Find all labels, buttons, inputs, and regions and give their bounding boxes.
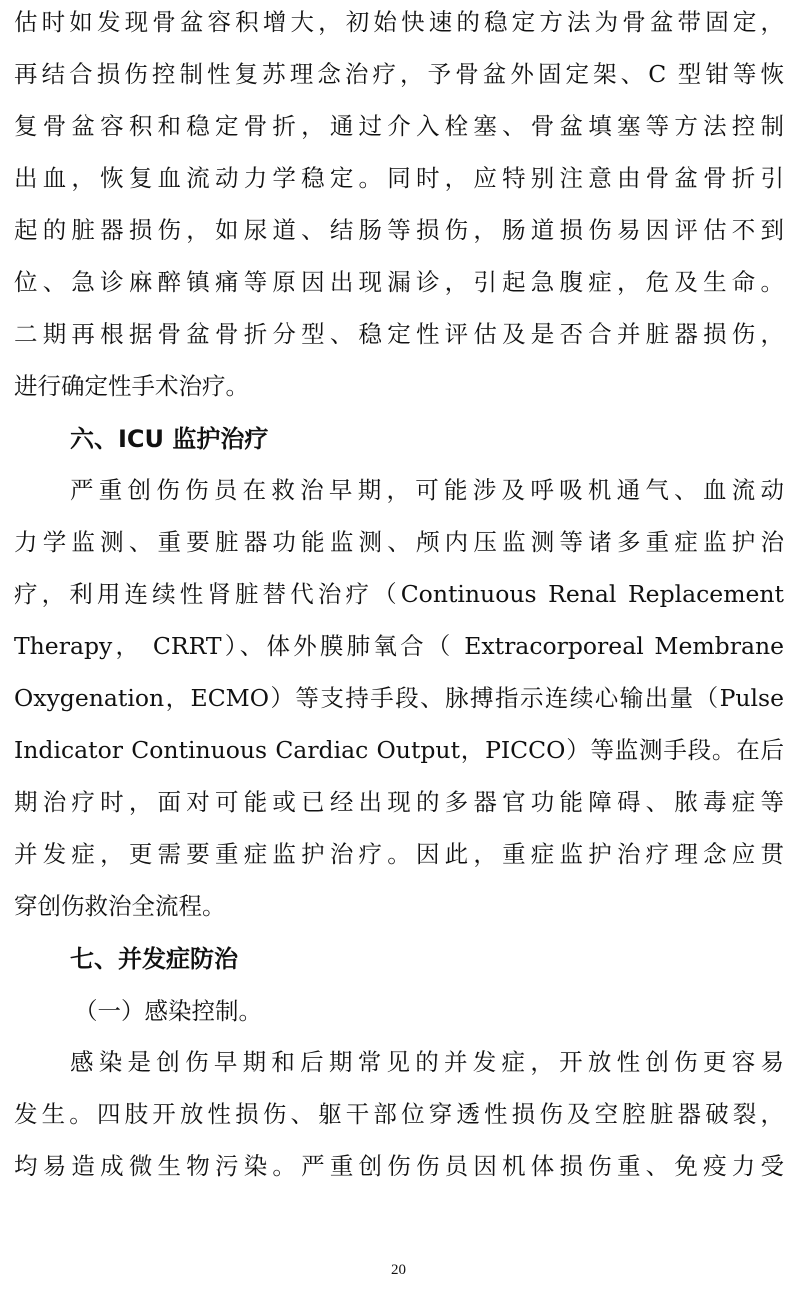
page-content — [14, 0, 784, 1196]
text-line: 疗，利用连续性肾脏替代治疗（Continuous Renal Replacement — [14, 580, 784, 608]
text-line: 进行确定性手术治疗。 — [14, 372, 249, 400]
page-number: 20 — [391, 1262, 406, 1278]
section-heading-complications: 七、并发症防治 — [70, 945, 238, 973]
text-line: 出血，恢复血流动力学稳定。同时，应特别注意由骨盆骨折引 — [14, 164, 784, 192]
text-line: 感染是创伤早期和后期常见的并发症，开放性创伤更容易 — [70, 1048, 784, 1076]
paragraph-pelvic-fracture — [14, 0, 784, 416]
text-line: 起的脏器损伤，如尿道、结肠等损伤，肠道损伤易因评估不到 — [14, 216, 784, 244]
text-line: 再结合损伤控制性复苏理念治疗，予骨盆外固定架、C 型钳等恢 — [14, 60, 784, 88]
text-line: 发生。四肢开放性损伤、躯干部位穿透性损伤及空腔脏器破裂， — [14, 1100, 784, 1128]
text-line: 力学监测、重要脏器功能监测、颅内压监测等诸多重症监护治 — [14, 528, 784, 556]
paragraph-infection — [14, 1040, 784, 1196]
text-line: 复骨盆容积和稳定骨折，通过介入栓塞、骨盆填塞等方法控制 — [14, 112, 784, 140]
text-line: Indicator Continuous Cardiac Output，PICCO）等监测手段。在后 — [14, 736, 784, 764]
text-line: 位、急诊麻醉镇痛等原因出现漏诊，引起急腹症，危及生命。 — [14, 268, 784, 296]
text-line: 均易造成微生物污染。严重创伤伤员因机体损伤重、免疫力受 — [14, 1152, 784, 1180]
text-line: 穿创伤救治全流程。 — [14, 892, 226, 920]
text-line: 并发症，更需要重症监护治疗。因此，重症监护治疗理念应贯 — [14, 840, 784, 868]
paragraph-icu — [14, 468, 784, 936]
text-line: 估时如发现骨盆容积增大，初始快速的稳定方法为骨盆带固定， — [14, 8, 784, 36]
text-line: 严重创伤伤员在救治早期，可能涉及呼吸机通气、血流动 — [70, 476, 784, 504]
section-heading-icu: 六、ICU 监护治疗 — [70, 425, 269, 453]
subsection-heading-infection: （一）感染控制。 — [74, 997, 262, 1025]
text-line: Oxygenation，ECMO）等支持手段、脉搏指示连续心输出量（Pulse — [14, 684, 784, 712]
text-line: 二期再根据骨盆骨折分型、稳定性评估及是否合并脏器损伤， — [14, 320, 784, 348]
text-line: Therapy， CRRT）、体外膜肺氧合（ Extracorporeal Membrane — [14, 632, 784, 660]
text-line: 期治疗时，面对可能或已经出现的多器官功能障碍、脓毒症等 — [14, 788, 784, 816]
